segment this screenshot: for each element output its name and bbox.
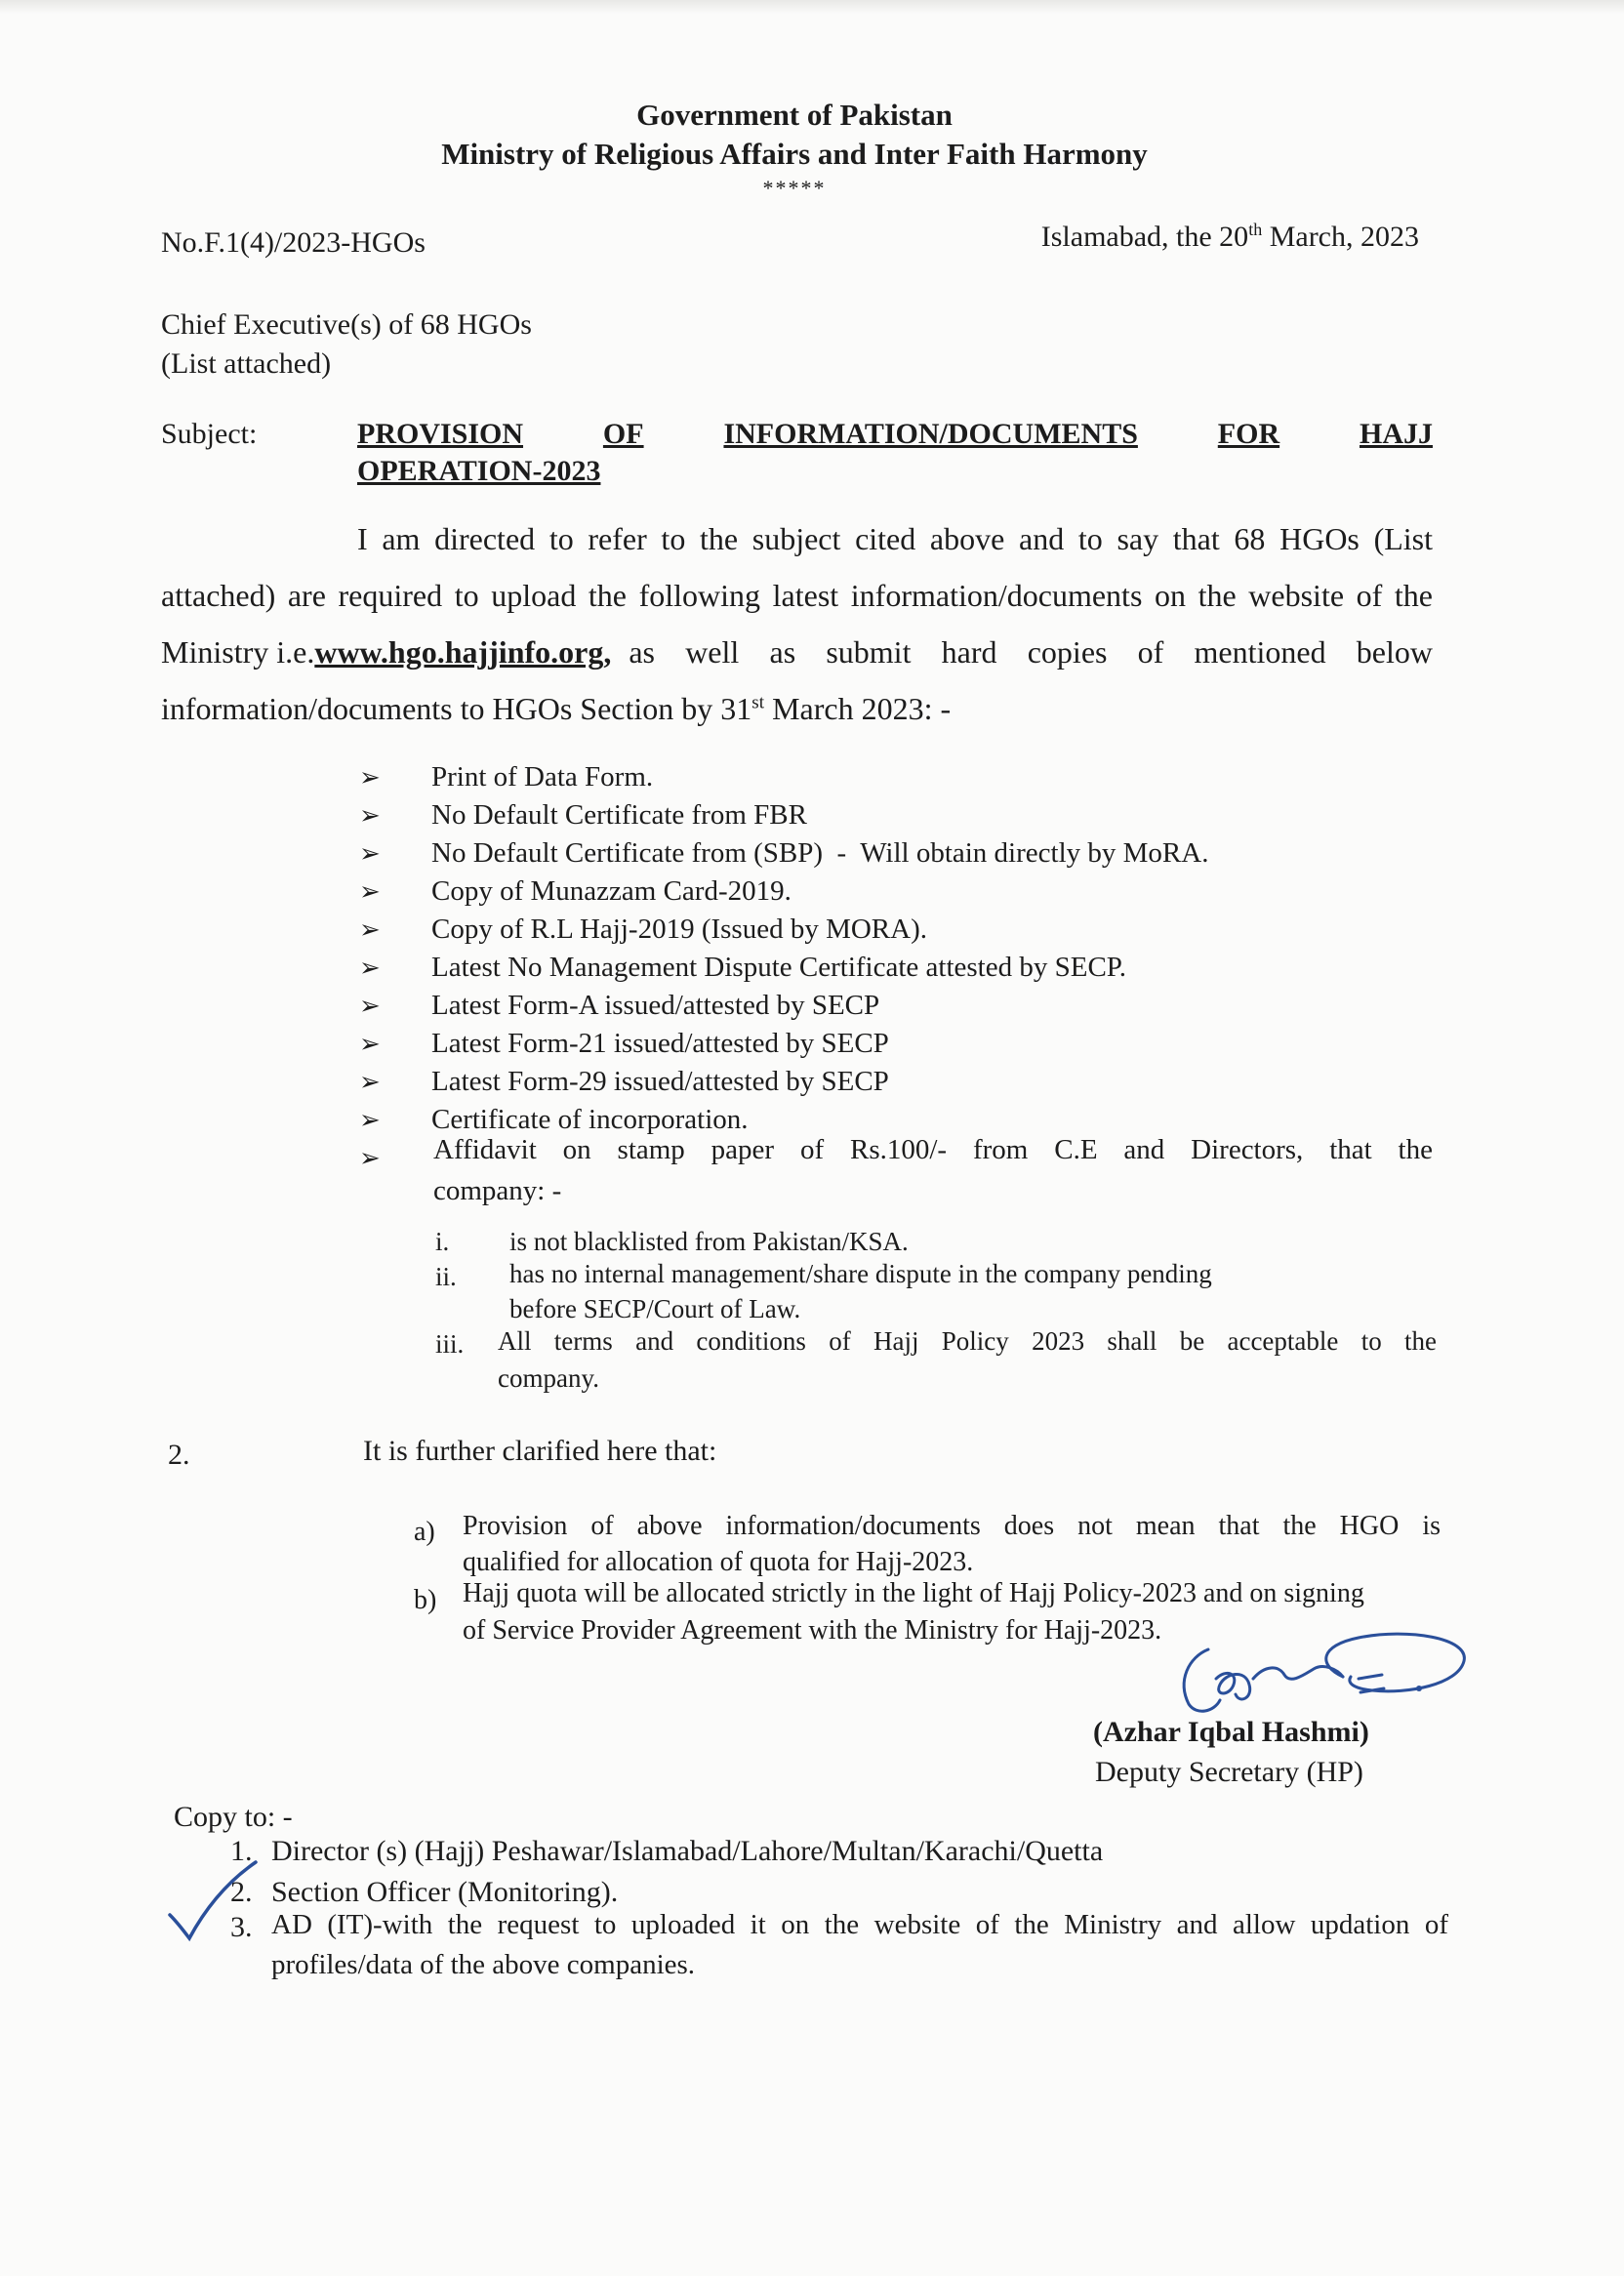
roman-item-text: is not blacklisted from Pakistan/KSA.: [509, 1227, 909, 1256]
subject-word: HAJJ: [1359, 418, 1433, 450]
scan-edge-shadow: [0, 0, 1624, 14]
affidavit-line-2: company: -: [433, 1175, 562, 1206]
clarification-text: Hajj quota will be allocated strictly in the light of Hajj Policy-2023 and on signing: [463, 1578, 1364, 1608]
clarification-text: Provision of above information/documents does not mean that the HGO is: [463, 1511, 1441, 1541]
clarification-text: qualified for allocation of quota for Hajj-2023.: [463, 1547, 974, 1577]
copy-to-number: 2.: [230, 1876, 253, 1908]
copy-to-item: profiles/data of the above companies.: [271, 1949, 696, 1980]
list-item: ➢ Copy of Munazzam Card-2019.: [359, 875, 792, 907]
body-line-3: [161, 634, 1433, 671]
clarification-letter: a): [414, 1517, 435, 1547]
list-item: ➢ Latest Form-21 issued/attested by SECP: [359, 1028, 889, 1059]
arrow-bullet-icon: ➢: [359, 1030, 381, 1058]
arrow-bullet-icon: ➢: [359, 839, 381, 868]
roman-item-text: All terms and conditions of Hajj Policy 2023 shall be acceptable to the: [498, 1326, 1437, 1356]
arrow-bullet-icon: ➢: [359, 954, 381, 982]
copy-to-item: Director (s) (Hajj) Peshawar/Islamabad/Lahore/Multan/Karachi/Quetta: [271, 1835, 1104, 1867]
arrow-bullet-icon: ➢: [359, 1144, 381, 1172]
subject-word: INFORMATION/DOCUMENTS: [723, 418, 1138, 450]
subject-word: FOR: [1217, 418, 1280, 450]
roman-item-text: company.: [498, 1363, 599, 1393]
list-item-affidavit: [359, 1142, 381, 1174]
list-item: ➢ Latest Form-A issued/attested by SECP: [359, 990, 880, 1021]
roman-number: i.: [435, 1227, 450, 1256]
reference-number: No.F.1(4)/2023-HGOs: [161, 226, 426, 259]
letterhead-government: Government of Pakistan: [636, 98, 953, 132]
list-item: ➢ Latest No Management Dispute Certificate attested by SECP.: [359, 952, 1126, 983]
clarification-letter: b): [414, 1585, 437, 1615]
clarification-text: of Service Provider Agreement with the Ministry for Hajj-2023.: [463, 1615, 1162, 1646]
body-text: as well as submit hard copies of mentioned below: [629, 634, 1433, 670]
roman-item-text: before SECP/Court of Law.: [509, 1294, 801, 1323]
letterhead-ministry: Ministry of Religious Affairs and Inter Faith Harmony: [441, 137, 1148, 171]
copy-to-item: Section Officer (Monitoring).: [271, 1876, 619, 1908]
arrow-bullet-icon: ➢: [359, 1106, 381, 1134]
website-link[interactable]: www.hgo.hajjinfo.org,: [314, 634, 612, 670]
arrow-bullet-icon: ➢: [359, 992, 381, 1020]
paragraph-2-text: It is further clarified here that:: [363, 1435, 717, 1467]
body-line-1: I am directed to refer to the subject cited above and to say that 68 HGOs (List: [357, 521, 1433, 556]
paragraph-number: 2.: [168, 1439, 190, 1471]
arrow-bullet-icon: ➢: [359, 801, 381, 830]
copy-to-item: AD (IT)-with the request to uploaded it on the website of the Ministry and allow updation of: [271, 1909, 1448, 1940]
body-line-2: attached) are required to upload the following latest information/documents on the website of the: [161, 578, 1433, 613]
checkmark-icon: [164, 1854, 262, 1944]
list-item: ➢ Copy of R.L Hajj-2019 (Issued by MORA).: [359, 914, 927, 945]
copy-to-number: 3.: [230, 1911, 253, 1943]
subject-line-2: OPERATION-2023: [357, 455, 601, 487]
roman-number: ii.: [435, 1262, 457, 1291]
list-item: ➢ No Default Certificate from FBR: [359, 799, 807, 831]
body-text: Ministry i.e.: [161, 634, 315, 670]
arrow-bullet-icon: ➢: [359, 877, 381, 906]
roman-item-text: has no internal management/share dispute in the company pending: [509, 1259, 1212, 1288]
list-item: ➢ No Default Certificate from (SBP) - Will obtain directly by MoRA.: [359, 837, 1209, 869]
letterhead-stars: *****: [762, 176, 827, 200]
addressee-line-2: (List attached): [161, 347, 332, 380]
subject-label: Subject:: [161, 418, 258, 450]
subject-word: PROVISION: [357, 418, 524, 450]
roman-number: iii.: [435, 1329, 465, 1359]
copy-to-number: 1.: [230, 1835, 253, 1867]
body-line-4: information/documents to HGOs Section by 31st March 2023: -: [161, 691, 952, 726]
list-item: ➢ Print of Data Form.: [359, 761, 654, 793]
copy-to-label: Copy to: -: [174, 1801, 293, 1833]
subject-word: OF: [602, 418, 644, 450]
addressee-line-1: Chief Executive(s) of 68 HGOs: [161, 308, 532, 341]
list-item: ➢ Certificate of incorporation.: [359, 1104, 749, 1135]
arrow-bullet-icon: ➢: [359, 763, 381, 792]
signatory-designation: Deputy Secretary (HP): [1095, 1756, 1363, 1788]
arrow-bullet-icon: ➢: [359, 915, 381, 944]
signatory-name: (Azhar Iqbal Hashmi): [1093, 1716, 1369, 1748]
arrow-bullet-icon: ➢: [359, 1068, 381, 1096]
affidavit-line-1: Affidavit on stamp paper of Rs.100/- from C.E and Directors, that the: [433, 1134, 1433, 1165]
letter-date: Islamabad, the 20th March, 2023: [1040, 220, 1419, 253]
subject-line-1: [357, 418, 1433, 451]
list-item: ➢ Latest Form-29 issued/attested by SECP: [359, 1066, 889, 1097]
